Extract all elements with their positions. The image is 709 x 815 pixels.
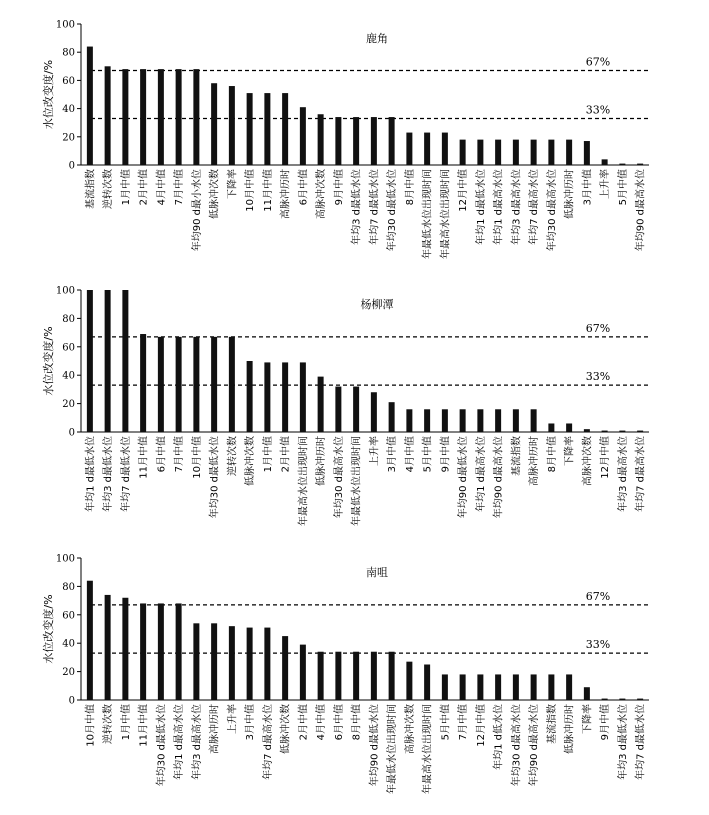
- bar: [300, 645, 306, 700]
- x-category-label: 年最低水位出现时间: [387, 704, 399, 794]
- x-category-label: 11月中值: [262, 169, 274, 212]
- x-category-label: 基流指数: [85, 169, 97, 209]
- bar: [460, 674, 466, 700]
- bar: [176, 603, 182, 700]
- bar: [176, 69, 182, 165]
- x-category-label: 8月中值: [546, 436, 558, 473]
- bar: [566, 140, 572, 165]
- bar: [105, 66, 111, 165]
- x-category-label: 8月中值: [404, 169, 416, 206]
- bar: [637, 699, 643, 700]
- bar: [318, 652, 324, 700]
- bar: [637, 164, 643, 165]
- x-category-label: 年均3 d最高水位: [191, 704, 203, 780]
- bar: [282, 93, 288, 165]
- bar: [584, 687, 590, 700]
- bar: [122, 69, 128, 165]
- x-category-label: 年均90 d最高水位: [493, 436, 505, 519]
- bar: [335, 117, 341, 165]
- x-category-label: 5月中值: [422, 436, 434, 473]
- x-category-label: 年均30 d最高水位: [511, 704, 523, 787]
- bar: [122, 598, 128, 700]
- bar: [140, 603, 146, 700]
- x-category-label: 11月中值: [138, 704, 150, 747]
- x-category-label: 7月中值: [458, 704, 470, 741]
- x-category-label: 6月中值: [298, 169, 310, 206]
- bar: [566, 674, 572, 700]
- x-category-label: 9月中值: [333, 169, 345, 206]
- y-axis-label: 水位改变度/%: [42, 594, 55, 664]
- x-category-label: 下降率: [564, 436, 576, 466]
- chart-panel-2: [41, 286, 649, 527]
- x-category-label: 年最低水位出现时间: [422, 169, 434, 259]
- bar: [619, 164, 625, 165]
- x-category-label: 上升率: [600, 169, 612, 199]
- x-category-label: 年最高水位出现时间: [440, 169, 452, 259]
- x-category-label: 年均3 d最低水位: [617, 704, 629, 780]
- bar: [548, 674, 554, 700]
- y-tick-label: 100: [55, 553, 75, 565]
- bar: [264, 93, 270, 165]
- y-tick-label: 60: [62, 342, 75, 354]
- bar: [140, 334, 146, 432]
- y-tick-label: 20: [62, 132, 75, 144]
- x-category-label: 年均30 d最低水位: [209, 436, 221, 519]
- bar: [389, 117, 395, 165]
- y-tick-label: 0: [68, 695, 75, 707]
- x-category-label: 年均7 d最低水位: [635, 704, 647, 780]
- bar: [548, 140, 554, 165]
- bar: [602, 431, 608, 432]
- bar: [442, 133, 448, 165]
- x-category-label: 年均3 d最高水位: [617, 436, 629, 512]
- x-category-label: 3月中值: [582, 169, 594, 206]
- x-category-label: 年均3 d最低水位: [103, 436, 115, 512]
- bar: [495, 140, 501, 165]
- bar: [513, 140, 519, 165]
- y-axis-label: 水位改变度/%: [42, 326, 55, 396]
- chart-title: 南咀: [366, 566, 388, 579]
- x-category-label: 高脉冲次数: [404, 704, 416, 754]
- x-category-label: 年均30 d最高水位: [333, 436, 345, 519]
- bar: [584, 429, 590, 432]
- bar: [229, 86, 235, 165]
- bar: [442, 409, 448, 432]
- bar: [193, 337, 199, 432]
- bar: [87, 581, 93, 700]
- reference-label-67: 67%: [585, 55, 611, 69]
- bar: [282, 636, 288, 700]
- x-category-label: 低脉冲次数: [245, 436, 257, 486]
- x-category-label: 高脉冲次数: [582, 436, 594, 486]
- x-category-label: 低脉冲次数: [280, 704, 292, 754]
- bar: [424, 133, 430, 165]
- x-category-label: 年均30 d最高水位: [546, 169, 558, 252]
- bar: [513, 674, 519, 700]
- bar: [105, 290, 111, 432]
- bar: [531, 409, 537, 432]
- x-category-label: 下降率: [582, 704, 594, 734]
- x-category-label: 逆转次数: [227, 436, 239, 476]
- reference-label-67: 67%: [585, 589, 611, 603]
- bar: [247, 361, 253, 432]
- x-category-label: 年均90 d最低水位: [458, 436, 470, 519]
- x-category-label: 1月中值: [120, 704, 132, 741]
- x-category-label: 逆转次数: [103, 169, 115, 209]
- x-category-label: 年均7 d最低水位: [369, 169, 381, 245]
- x-category-label: 年均1 d最高水位: [475, 436, 487, 512]
- x-category-label: 6月中值: [333, 704, 345, 741]
- x-category-label: 年均7 d最高水位: [529, 169, 541, 245]
- y-tick-label: 100: [55, 285, 75, 297]
- bar: [318, 114, 324, 165]
- chart-title: 鹿角: [366, 32, 388, 45]
- bar: [158, 337, 164, 432]
- x-category-label: 下降率: [227, 169, 239, 199]
- x-category-label: 5月中值: [440, 704, 452, 741]
- bar: [477, 140, 483, 165]
- y-tick-label: 60: [62, 610, 75, 622]
- bar: [495, 409, 501, 432]
- y-tick-label: 80: [62, 47, 75, 59]
- x-category-label: 年均1 d最低水位: [475, 169, 487, 245]
- y-tick-label: 40: [62, 370, 75, 382]
- x-category-label: 高脉冲历时: [209, 704, 221, 754]
- bar: [602, 699, 608, 700]
- x-category-label: 12月中值: [458, 169, 470, 212]
- bar: [424, 409, 430, 432]
- y-tick-label: 40: [62, 104, 75, 116]
- bar: [282, 362, 288, 432]
- bar: [566, 423, 572, 432]
- x-category-label: 年均3 d最低水位: [351, 169, 363, 245]
- x-category-label: 2月中值: [298, 704, 310, 741]
- x-category-label: 4月中值: [404, 436, 416, 473]
- bar: [158, 603, 164, 700]
- x-category-label: 7月中值: [174, 436, 186, 473]
- y-tick-label: 80: [62, 313, 75, 325]
- x-category-label: 年均90 d最高水位: [635, 169, 647, 252]
- y-tick-label: 0: [68, 427, 75, 439]
- bar: [335, 387, 341, 432]
- x-category-label: 11月中值: [138, 436, 150, 479]
- bar: [477, 409, 483, 432]
- x-category-label: 5月中值: [617, 169, 629, 206]
- x-category-label: 3月中值: [387, 436, 399, 473]
- x-category-label: 年最高水位出现时间: [298, 436, 310, 526]
- reference-label-67: 67%: [585, 321, 611, 335]
- x-category-label: 12月中值: [475, 704, 487, 747]
- x-category-label: 4月中值: [156, 169, 168, 206]
- y-tick-label: 80: [62, 581, 75, 593]
- bar: [406, 662, 412, 700]
- bar: [300, 107, 306, 165]
- bar: [442, 674, 448, 700]
- bar: [105, 595, 111, 700]
- x-category-label: 年均1 d最高水位: [493, 169, 505, 245]
- reference-label-33: 33%: [585, 370, 611, 384]
- bar: [424, 665, 430, 701]
- bar: [140, 69, 146, 165]
- x-category-label: 低脉冲次数: [209, 169, 221, 219]
- x-category-label: 低脉冲历时: [564, 169, 576, 219]
- x-category-label: 高脉冲历时: [529, 436, 541, 486]
- x-category-label: 年均30 d最低水位: [387, 169, 399, 252]
- reference-label-33: 33%: [585, 638, 611, 652]
- x-category-label: 10月中值: [85, 704, 97, 747]
- x-category-label: 10月中值: [245, 169, 257, 212]
- bar: [264, 362, 270, 432]
- bar: [353, 387, 359, 432]
- x-category-label: 2月中值: [138, 169, 150, 206]
- bar: [602, 159, 608, 165]
- x-category-label: 年均3 d最高水位: [511, 169, 523, 245]
- x-category-label: 年均90 d最小水位: [191, 169, 203, 252]
- x-category-label: 上升率: [369, 436, 381, 466]
- x-category-label: 高脉冲次数: [316, 169, 328, 219]
- x-category-label: 年均1 d最高水位: [174, 704, 186, 780]
- chart-title: 杨柳潭: [360, 298, 394, 311]
- x-category-label: 基流指数: [511, 436, 523, 476]
- x-category-label: 9月中值: [600, 704, 612, 741]
- bar: [460, 409, 466, 432]
- bar: [495, 674, 501, 700]
- bar: [389, 402, 395, 432]
- y-tick-label: 0: [68, 160, 75, 172]
- x-category-label: 3月中值: [245, 704, 257, 741]
- y-axis-label: 水位改变度/%: [42, 59, 55, 130]
- bar: [211, 337, 217, 432]
- chart-panel-3: [41, 554, 649, 795]
- x-category-label: 低脉冲历时: [564, 704, 576, 754]
- x-category-label: 年均7 d最高水位: [635, 436, 647, 512]
- bar: [389, 652, 395, 700]
- bar: [353, 652, 359, 700]
- bar: [264, 628, 270, 700]
- x-category-label: 低脉冲历时: [316, 436, 328, 486]
- bar: [513, 409, 519, 432]
- bar: [371, 652, 377, 700]
- x-category-label: 年均30 d最低水位: [156, 704, 168, 787]
- bar: [318, 377, 324, 432]
- reference-label-33: 33%: [585, 103, 611, 117]
- bar: [229, 626, 235, 700]
- bar: [335, 652, 341, 700]
- x-category-label: 7月中值: [174, 169, 186, 206]
- y-tick-label: 20: [62, 399, 75, 411]
- x-category-label: 8月中值: [351, 704, 363, 741]
- x-category-label: 逆转次数: [103, 704, 115, 744]
- bar: [406, 409, 412, 432]
- bar: [371, 392, 377, 432]
- bar: [371, 117, 377, 165]
- y-tick-label: 100: [55, 19, 75, 31]
- bar: [193, 623, 199, 700]
- x-category-label: 年最高水位出现时间: [422, 704, 434, 794]
- x-category-label: 6月中值: [156, 436, 168, 473]
- bar: [247, 628, 253, 700]
- bar: [584, 141, 590, 165]
- bar: [176, 337, 182, 432]
- bar: [637, 431, 643, 432]
- x-category-label: 2月中值: [280, 436, 292, 473]
- x-category-label: 年均7 d最低水位: [120, 436, 132, 512]
- bar: [619, 431, 625, 432]
- x-category-label: 12月中值: [600, 436, 612, 479]
- bar: [229, 337, 235, 432]
- bar: [477, 674, 483, 700]
- x-category-label: 年均1 d低水位: [493, 704, 505, 770]
- x-category-label: 年最低水位出现时间: [351, 436, 363, 526]
- bar: [247, 93, 253, 165]
- bar: [87, 290, 93, 432]
- bar: [193, 69, 199, 165]
- bar: [619, 699, 625, 700]
- x-category-label: 基流指数: [546, 704, 558, 744]
- x-category-label: 9月中值: [440, 436, 452, 473]
- x-category-label: 年均7 d最高水位: [262, 704, 274, 780]
- y-tick-label: 60: [62, 75, 75, 87]
- y-tick-label: 40: [62, 638, 75, 650]
- bar: [531, 674, 537, 700]
- bar: [353, 117, 359, 165]
- bar: [122, 290, 128, 432]
- x-category-label: 4月中值: [316, 704, 328, 741]
- bar: [548, 423, 554, 432]
- x-category-label: 年均90 d最高水位: [529, 704, 541, 787]
- bar: [158, 69, 164, 165]
- x-category-label: 年均90 d最低水位: [369, 704, 381, 787]
- x-category-label: 年均1 d最低水位: [85, 436, 97, 512]
- bar: [531, 140, 537, 165]
- x-category-label: 高脉冲历时: [280, 169, 292, 219]
- bar: [300, 362, 306, 432]
- x-category-label: 上升率: [227, 704, 239, 734]
- bar: [460, 140, 466, 165]
- chart-panel-1: [41, 20, 649, 260]
- x-category-label: 1月中值: [262, 436, 274, 473]
- bar: [406, 133, 412, 165]
- y-tick-label: 20: [62, 667, 75, 679]
- x-category-label: 10月中值: [191, 436, 203, 479]
- bar: [211, 623, 217, 700]
- bar: [211, 83, 217, 165]
- x-category-label: 1月中值: [120, 169, 132, 206]
- bar: [87, 47, 93, 165]
